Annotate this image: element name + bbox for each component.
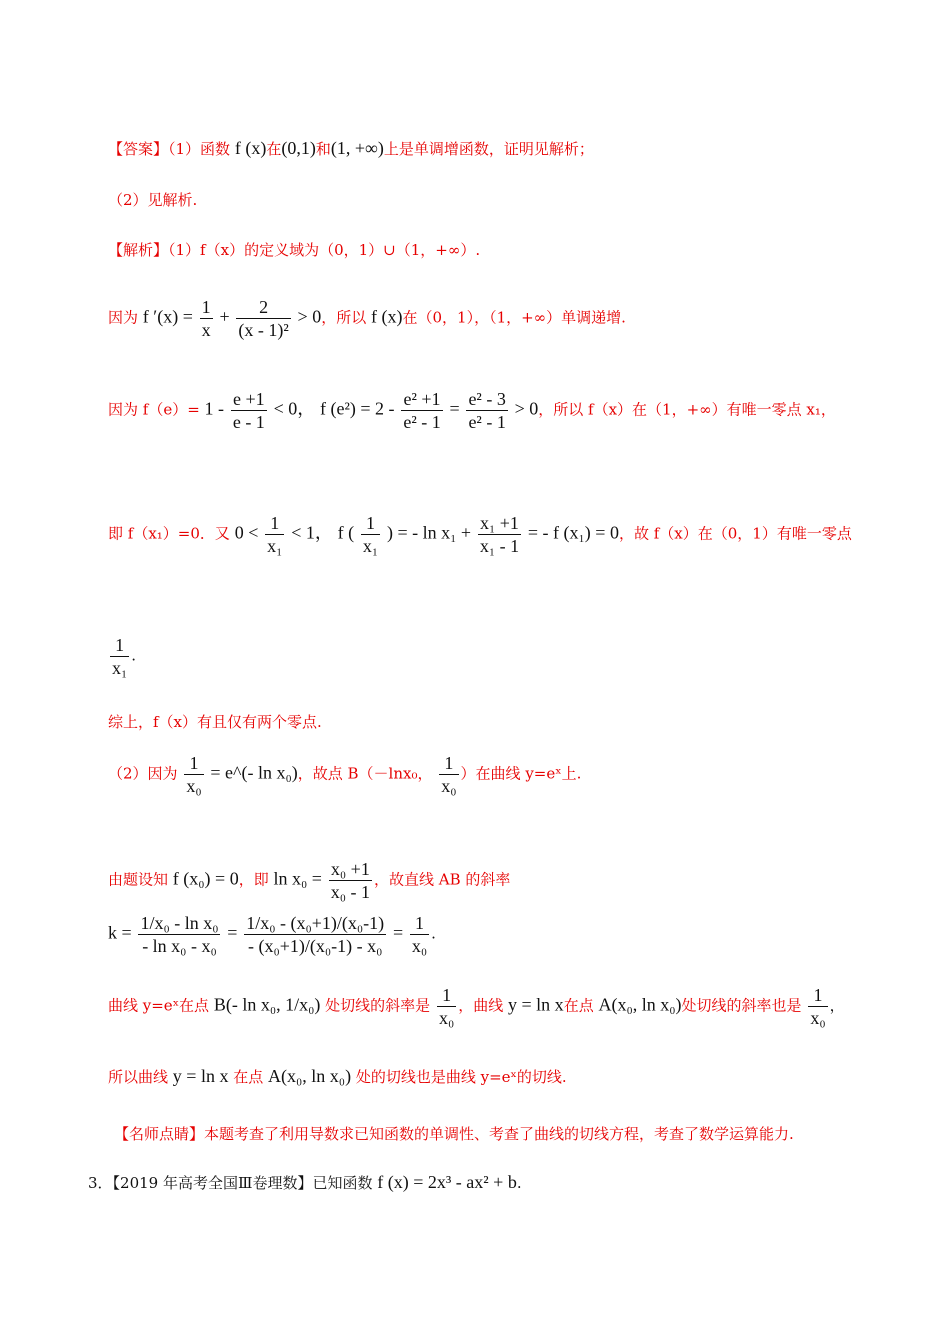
deriv-fraction-2: [236, 296, 290, 341]
x1-prefix: 即 f（x₁）=0．又: [108, 524, 230, 543]
question-number: 3．: [88, 1174, 113, 1192]
fe-fraction: [231, 388, 267, 433]
question-source: 【2019 年高考全国Ⅲ卷理数】: [112, 1174, 313, 1192]
tangent-n2: 1: [808, 984, 827, 1007]
fe2-eq: =: [449, 398, 460, 419]
analysis-label: 【解析】: [108, 241, 169, 259]
deriv-mid: ，所以: [321, 308, 367, 327]
tangent-point-a: A(x₀, ln x₀): [598, 994, 682, 1015]
frac-end-den: x₁: [112, 658, 128, 678]
tangent-n1: 1: [437, 984, 456, 1007]
tangent-d2: x₀: [810, 1008, 826, 1028]
slope-k-num: 1/x₀ - ln x₀: [140, 913, 219, 933]
p2-num: 1: [184, 752, 203, 775]
tangent-mid2: ，曲线: [458, 996, 504, 1015]
answer-label: 【答案】: [108, 140, 169, 158]
fe2-gt: > 0: [514, 398, 539, 419]
teacher-note-text: 本题考查了利用导数求已知函数的单调性、考查了曲线的切线方程，考查了数学运算能力.: [204, 1125, 794, 1143]
deriv-gt: > 0: [297, 306, 322, 327]
x1-end-fraction: [110, 634, 129, 679]
fe2-den1: e² - 1: [403, 412, 441, 432]
tangent-fraction-2: [808, 984, 827, 1029]
x1-suffix: ，故 f（x）在（0，1）有唯一零点: [618, 524, 852, 543]
x1-f-num: 1: [361, 512, 380, 535]
slope-k-fraction: [138, 912, 220, 957]
slope-k2-den: - (x₀+1)/(x₀-1) - x₀: [247, 936, 383, 956]
tangent-mid3: 处切线的斜率也是: [681, 996, 802, 1015]
conclusion-point-a: A(x₀, ln x₀): [268, 1066, 352, 1086]
x1-ineq-num: 1: [265, 512, 284, 535]
slope-eq2: =: [227, 922, 238, 943]
fe2-lhs: f (e²) = 2 -: [320, 398, 395, 419]
x1-f-den: x₁: [362, 536, 379, 556]
slope-ln-num: x₀ +1: [329, 858, 372, 881]
conclusion-line: [108, 1066, 567, 1087]
x1-f-close: ) = - ln x₁ +: [386, 522, 472, 543]
fe-prefix: 因为 f（e）=: [108, 400, 200, 419]
fe2-suffix: ，所以 f（x）在（1，+∞）有唯一零点 x₁，: [538, 400, 836, 419]
slope-ln: ln x₀ =: [273, 868, 322, 889]
slope-prefix: 由题设知: [108, 870, 169, 889]
part2-line: [108, 752, 581, 797]
slope-dot: .: [431, 924, 436, 943]
deriv-fraction-1: [200, 296, 213, 341]
analysis-domain: （1）f（x）的定义域为（0，1）∪（1，+∞）.: [168, 241, 481, 259]
deriv-lhs: f ′(x) =: [142, 306, 193, 327]
slope-line: [108, 858, 510, 903]
fe-den: e - 1: [232, 412, 265, 432]
tangent-mid1: 处切线的斜率是: [325, 996, 431, 1015]
question-3: [88, 1172, 522, 1193]
teacher-note-label: 【名师点睛】: [114, 1125, 205, 1143]
slope-formula-line: [108, 912, 436, 957]
x1-f-tail: = - f (x₁) = 0: [527, 522, 619, 543]
x1-ineq-b: < 1，: [291, 522, 333, 543]
slope-ln-den: x₀ - 1: [330, 882, 371, 902]
frac-end-dot: .: [131, 646, 137, 665]
question-dot: .: [516, 1174, 522, 1192]
x1-f-fraction: [361, 512, 380, 557]
conclusion-suffix: 处的切线也是曲线 y=eˣ的切线.: [355, 1068, 567, 1086]
answer-part1-prefix: （1）函数: [168, 140, 231, 158]
deriv-t1-den: x: [201, 320, 211, 340]
fe-line: [108, 388, 836, 433]
derivative-line: [108, 296, 626, 341]
p2-suffix: ）在曲线 y=eˣ上.: [460, 764, 582, 783]
slope-k-den: - ln x₀ - x₀: [142, 936, 217, 956]
p2-den: x₀: [186, 776, 202, 796]
deriv-plus: +: [219, 306, 230, 327]
tangent-curve: y = ln x: [508, 994, 564, 1015]
tangent-end: ，: [829, 996, 845, 1015]
p2-mid: ，故点 B（－lnx₀，: [297, 764, 433, 783]
summary-line: 综上，f（x）有且仅有两个零点.: [108, 713, 322, 731]
slope-res-fraction: [410, 912, 429, 957]
tangent-prefix: 曲线 y=eˣ在点: [108, 996, 210, 1015]
tangent-line: [108, 984, 845, 1029]
slope-k: k =: [108, 922, 132, 943]
question-text: 已知函数: [312, 1174, 373, 1192]
answer-interval1: (0,1): [281, 138, 316, 158]
slope-k2-fraction: [244, 912, 386, 957]
fe-num: e +1: [231, 388, 267, 411]
slope-res-num: 1: [410, 912, 429, 935]
x1-f: f (: [337, 522, 355, 543]
conclusion-curve: y = ln x: [172, 1066, 229, 1086]
slope-ji: ，即: [238, 870, 269, 889]
p2-den2: x₀: [441, 776, 457, 796]
p2-eq: = e^(- ln x₀): [210, 762, 298, 783]
question-formula: f (x) = 2x³ - ax² + b: [377, 1172, 517, 1192]
p2-fraction-2: [439, 752, 458, 797]
x1-ineq-den: x₁: [267, 536, 283, 556]
x1-f2-num: x₁ +1: [478, 512, 521, 535]
fe2-fraction-1: [401, 388, 442, 433]
analysis-domain-line: [108, 240, 480, 260]
tangent-d1: x₀: [438, 1008, 455, 1028]
fe2-num2: e² - 3: [468, 389, 506, 409]
tangent-point-b: B(- ln x₀, 1/x₀): [213, 994, 321, 1015]
slope-f: f (x₀) = 0: [172, 868, 239, 889]
x1-end-line: [108, 634, 136, 679]
deriv-prefix: 因为: [108, 308, 139, 327]
fe2-den2: e² - 1: [468, 412, 506, 432]
x1-ineq-fraction: [265, 512, 284, 557]
conclusion-at: 在点: [233, 1068, 264, 1086]
deriv-fx: f (x): [371, 306, 403, 327]
frac-end-num: 1: [110, 634, 129, 657]
fe2-fraction-2: [466, 388, 507, 433]
fe-expr-a: 1 -: [204, 398, 225, 419]
answer-line: [108, 138, 594, 159]
answer-part2: （2）见解析.: [108, 191, 198, 209]
slope-res-den: x₀: [411, 936, 428, 956]
fe2-num1: e² +1: [401, 388, 442, 411]
answer-and: 和: [315, 140, 331, 158]
answer-interval2: (1, +∞): [330, 138, 384, 158]
slope-ln-fraction: [329, 858, 372, 903]
tangent-fraction-1: [437, 984, 456, 1029]
slope-eq3: =: [392, 922, 404, 943]
answer-fx: f (x): [234, 138, 267, 158]
slope-k2-num: 1/x₀ - (x₀+1)/(x₀-1): [246, 913, 385, 933]
teacher-note: [114, 1124, 794, 1144]
p2-fraction: [184, 752, 203, 797]
tangent-at: 在点: [563, 996, 594, 1015]
x1-ineq-a: 0 <: [234, 522, 259, 543]
fe-lt: < 0，: [273, 398, 316, 419]
deriv-t2-num: 2: [236, 296, 290, 319]
x1-f2-den: x₁ - 1: [479, 536, 520, 556]
x1-f2-fraction: [478, 512, 521, 557]
p2-prefix: （2）因为: [108, 764, 178, 783]
deriv-t2-den: (x - 1)²: [238, 320, 289, 340]
conclusion-prefix: 所以曲线: [108, 1068, 169, 1086]
deriv-suffix: 在（0，1），（1，+∞）单调递增.: [402, 308, 626, 327]
answer-in: 在: [266, 140, 282, 158]
answer-part1-suffix: 上是单调增函数，证明见解析；: [383, 140, 594, 158]
deriv-t1-num: 1: [201, 297, 211, 317]
x1-line: [108, 512, 852, 557]
slope-mid: ，故直线 AB 的斜率: [374, 870, 511, 889]
p2-num2: 1: [439, 752, 458, 775]
